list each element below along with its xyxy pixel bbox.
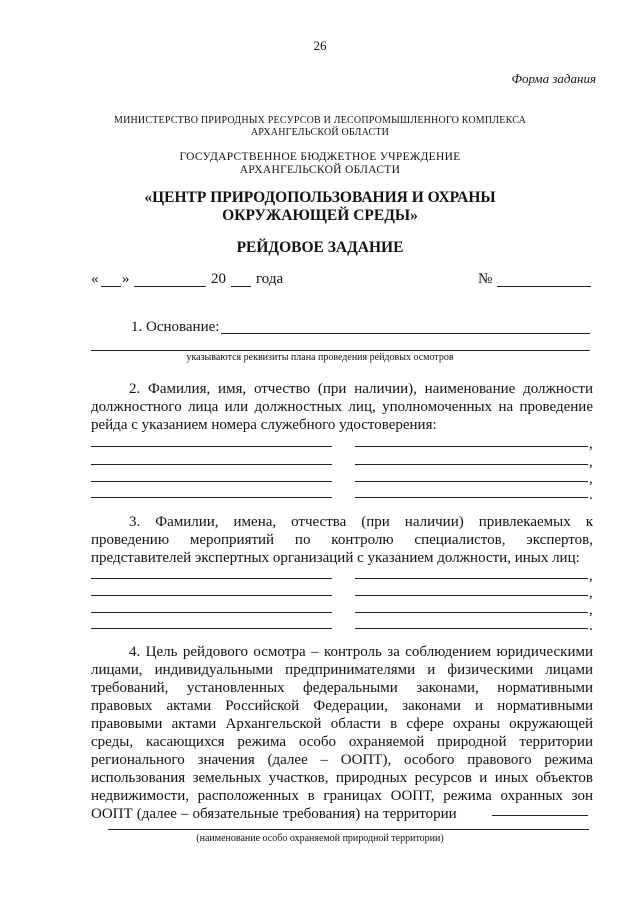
specialist-field-right-3[interactable]: [355, 612, 588, 613]
specialist-punct-1: ,: [589, 568, 593, 584]
official-field-right-4[interactable]: [355, 497, 588, 498]
official-punct-3: ,: [589, 471, 593, 487]
open-quote: «: [91, 271, 99, 287]
official-punct-2: ,: [589, 454, 593, 470]
center-name-line-1: «ЦЕНТР ПРИРОДОПОЛЬЗОВАНИЯ И ОХРАНЫ: [144, 189, 496, 206]
ministry-line-2: АРХАНГЕЛЬСКОЙ ОБЛАСТИ: [250, 127, 390, 138]
official-field-right-2[interactable]: [355, 464, 588, 465]
year-suffix: года: [256, 271, 284, 287]
official-punct-1: ,: [589, 436, 593, 452]
month-field[interactable]: [134, 286, 206, 287]
section4-hint: (наименование особо охраняемой природной территории): [196, 833, 444, 844]
official-field-right-1[interactable]: [355, 446, 588, 447]
specialist-field-right-2[interactable]: [355, 595, 588, 596]
number-sign: №: [478, 271, 493, 287]
institution-line-1: ГОСУДАРСТВЕННОЕ БЮДЖЕТНОЕ УЧРЕЖДЕНИЕ: [179, 151, 461, 163]
official-punct-4: .: [589, 487, 593, 503]
section3-text: 3. Фамилии, имена, отчества (при наличии) привлекаемых к проведению мероприятий по контролю специалистов, экспертов, представителей экспертных организаций с указанием должности, иных лиц:: [91, 514, 593, 566]
specialist-field-left-4[interactable]: [91, 628, 332, 629]
section4-text: 4. Цель рейдового осмотра – контроль за соблюдением юридическими лицами, индивидуальными предпринимателями и физическими лицами требований, установленных федеральными законами, нормативными правовых актами Российской Федерации, законами и нормативными правовыми актами Архангельской области в сфере охраны окружающей среды, касающихся режима особо охраняемой природной территории регионального значения (далее – ООПТ), особого правового режима использования земельных участков, природных ресурсов и иных объектов недвижимости, расположенных в границах ООПТ, режима охранных зон ООПТ (далее – обязательные требования) на территории: [91, 644, 593, 822]
official-field-left-1[interactable]: [91, 446, 332, 447]
form-label: Форма задания: [511, 71, 596, 86]
specialist-punct-4: .: [589, 618, 593, 634]
specialist-field-right-1[interactable]: [355, 578, 588, 579]
specialist-field-left-2[interactable]: [91, 595, 332, 596]
year-prefix: 20: [211, 271, 226, 287]
specialist-punct-2: ,: [589, 585, 593, 601]
specialist-punct-3: ,: [589, 602, 593, 618]
basis-field-2[interactable]: [91, 350, 590, 351]
official-field-right-3[interactable]: [355, 481, 588, 482]
day-field[interactable]: [101, 286, 121, 287]
official-field-left-3[interactable]: [91, 481, 332, 482]
document-title: РЕЙДОВОЕ ЗАДАНИЕ: [236, 239, 404, 256]
official-field-left-4[interactable]: [91, 497, 332, 498]
specialist-field-left-1[interactable]: [91, 578, 332, 579]
year-field[interactable]: [231, 286, 251, 287]
center-name-line-2: ОКРУЖАЮЩЕЙ СРЕДЫ»: [222, 207, 418, 224]
basis-field[interactable]: [221, 333, 590, 334]
section1-hint: указываются реквизиты плана проведения рейдовых осмотров: [186, 352, 454, 363]
close-quote: »: [122, 271, 130, 287]
section2-text: 2. Фамилия, имя, отчество (при наличии), наименование должности должностного лица или должностных лиц, уполномоченных на проведение рейда с указанием номера служебного удостоверения:: [91, 381, 593, 433]
specialist-field-right-4[interactable]: [355, 628, 588, 629]
institution-line-2: АРХАНГЕЛЬСКОЙ ОБЛАСТИ: [239, 164, 401, 176]
official-field-left-2[interactable]: [91, 464, 332, 465]
page-number: 26: [313, 38, 327, 53]
section1-label: 1. Основание:: [131, 319, 220, 335]
number-field[interactable]: [497, 286, 591, 287]
territory-field-2[interactable]: [108, 829, 589, 830]
ministry-line-1: МИНИСТЕРСТВО ПРИРОДНЫХ РЕСУРСОВ И ЛЕСОПРОМЫШЛЕННОГО КОМПЛЕКСА: [113, 115, 527, 126]
territory-field[interactable]: [492, 815, 588, 816]
specialist-field-left-3[interactable]: [91, 612, 332, 613]
